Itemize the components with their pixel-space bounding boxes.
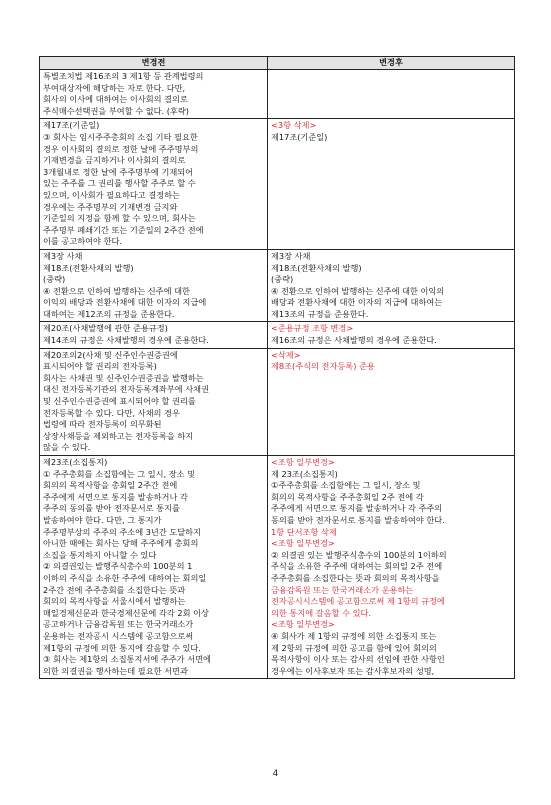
before-cell	[40, 456, 268, 679]
text-line: 경우 이사회의 결의로 정한 날에 주주명부의	[43, 143, 199, 154]
text-line: ①주주총회를 소집함에는 그 일시, 장소 및	[271, 480, 421, 491]
text-line: 주식매수선택권을 부여할 수 없다. (후략)	[43, 105, 189, 116]
text-line: 회사의 이사에 대하여는 이사회의 결의로	[43, 94, 188, 105]
text-line: 제 2항의 규정에 의한 공고를 함에 있어 회의의	[271, 642, 437, 653]
before-cell	[40, 348, 268, 455]
text-line: 부여대상자에 해당하는 자로 한다. 다만,	[43, 82, 186, 93]
text-line: ① 주주총회를 소집함에는 그 일시, 장소 및	[43, 468, 196, 479]
text-line: 않을 수 있다.	[43, 442, 91, 453]
text-line: 기준일의 지정을 함께 할 수 있으며, 회사는	[43, 213, 196, 224]
text-line: 회사는 사채권 및 신주인수권증권을 발행하는	[43, 372, 204, 383]
article-title: 제20조의2(사채 및 신주인수권증권에	[43, 349, 178, 360]
text-line: 3개월내로 정한 날에 주주명부에 기재되어	[43, 166, 194, 177]
article-title: 제17조(기준일)	[43, 120, 100, 131]
text-line: 법령에 따라 전자등록이 의무화된	[43, 419, 162, 430]
table-row	[40, 70, 515, 119]
chapter-title: 제3장 사채	[271, 250, 311, 261]
table-header-row	[40, 57, 515, 70]
after-cell	[268, 70, 515, 119]
before-cell	[40, 70, 268, 119]
text-line: (중략)	[43, 274, 66, 285]
text-line: 회의의 목적사항을 총회일 2주간 전에	[43, 480, 178, 491]
change-note: <삭제>	[271, 349, 301, 360]
header-after: 변경후	[268, 57, 515, 70]
text-line: 매일경제신문과 한국경제신문에 각각 2회 이상	[43, 607, 209, 618]
text-line: ④ 전환으로 인하여 발행하는 신주에 대한 이익의	[271, 285, 445, 296]
text-line: 주주총회를 소집한다는 뜻과 회의의 목적사항을	[271, 572, 440, 583]
text-line: 회의의 목적사항을 주주총회일 2주 전에 각	[271, 491, 424, 502]
text-line: 상장사채등을 제외하고는 전자등록을 하지	[43, 430, 194, 441]
text-line: 대하여는 제12조의 규정을 준용한다.	[43, 308, 175, 319]
change-note: <조항 일부변경>	[271, 619, 335, 630]
table-row	[40, 119, 515, 250]
text-line: 배당과 전환사채에 대한 이자의 지급에 대하여는	[271, 297, 443, 308]
text-line: (중략)	[271, 274, 294, 285]
text-line: 있는 주주를 그 권리를 행사할 주주로 할 수	[43, 178, 196, 189]
changed-text: 의한 통지에 갈음할 수 있다.	[271, 607, 372, 618]
text-line: 동의를 받아 전자문서로 통지를 발송하여야 한다.	[271, 514, 445, 525]
text-line: 제14조의 규정은 사채발행의 경우에 준용한다.	[43, 335, 209, 346]
changed-text: 전자공시시스템에 공고함으로써 제 1항의 규정에	[271, 596, 445, 607]
article-title: 제18조(전환사채의 발행)	[271, 262, 362, 273]
after-cell	[268, 119, 515, 250]
text-line: 주주에게 서면으로 통지를 발송하거나 각	[43, 491, 188, 502]
after-cell	[268, 322, 515, 348]
article-title: 제20조(사채발행에 관한 준용규정)	[43, 323, 168, 334]
text-line: 공고하거나 금융감독원 또는 한국거래소가	[43, 619, 194, 630]
chapter-title: 제3장 사채	[43, 250, 83, 261]
text-line: 경우에는 이사후보자 또는 감사후보자의 성명,	[271, 665, 435, 676]
comparison-table	[39, 56, 515, 679]
text-line: ③ 회사는 임시주주총회의 소집 기타 필요한	[43, 131, 198, 142]
text-line: 제1항의 규정에 의한 통지에 갈음할 수 있다.	[43, 642, 201, 653]
table-row	[40, 322, 515, 348]
text-line: 전자등록할 수 있다. 다만, 사채의 경우	[43, 407, 180, 418]
text-line: ③ 회사는 제1항의 소집통지서에 주주가 서면에	[43, 654, 211, 665]
text-line: 주주에게 서면으로 통지를 발송하거나 각 주주의	[271, 503, 443, 514]
after-cell	[268, 348, 515, 455]
before-cell	[40, 322, 268, 348]
text-line: 주주의 동의를 받아 전자문서로 통지를	[43, 503, 180, 514]
text-line: 특별조치법 제16조의 3 제1항 등 관계법령의	[43, 71, 204, 81]
text-line: 대신 전자등록기관의 전자등록계좌부에 사채권	[43, 384, 209, 395]
text-line: ② 의결권있는 발행주식총수의 100분의 1	[43, 561, 193, 572]
text-line: 기재변경을 금지하거나 이사회의 결의로	[43, 155, 186, 166]
article-title: 표시되어야 할 권리의 전자등록)	[43, 361, 157, 372]
text-line: 제13조의 규정을 준용한다.	[271, 308, 369, 319]
amendment-comparison-sheet	[39, 56, 514, 679]
text-line: 소집을 통지하지 아니할 수 있다	[43, 549, 157, 560]
text-line: ④ 회사가 제 1항의 규정에 의한 소집통지 또는	[271, 630, 437, 641]
text-line: 이를 공고하여야 한다.	[43, 236, 122, 247]
table-row	[40, 249, 515, 322]
article-title: 제 23조(소집통지)	[271, 468, 338, 479]
changed-text: 금융감독원 또는 한국거래소가 운용하는	[271, 584, 414, 595]
text-line: 회의의 목적사항을 서울시에서 발행하는	[43, 596, 186, 607]
text-line: 아니한 때에는 회사는 당해 주주에게 총회의	[43, 538, 199, 549]
change-note: <준용규정 조항 변경>	[271, 323, 354, 334]
before-cell	[40, 119, 268, 250]
table-row	[40, 456, 515, 679]
text-line: 및 신주인수권증권에 표시되어야 할 권리를	[43, 396, 196, 407]
text-line: 2주간 전에 주주총회를 소집한다는 뜻과	[43, 584, 186, 595]
text-line: 운용하는 전자공시 시스템에 공고함으로써	[43, 630, 194, 641]
text-line: 주주명부 폐쇄기간 또는 기준일의 2주간 전에	[43, 224, 204, 235]
text-line: 주주명부상의 주주의 주소에 3년간 도달하지	[43, 526, 201, 537]
header-before: 변경전	[40, 57, 268, 70]
change-note: <조항 일부변경>	[271, 457, 335, 467]
table-row	[40, 348, 515, 455]
text-line: 이익의 배당과 전환사채에 대한 이자의 지급에	[43, 297, 207, 308]
text-line: 주식을 소유한 주주에 대하여는 회의일 2주 전에	[271, 561, 443, 572]
before-cell	[40, 249, 268, 322]
text-line: 경우에는 주주명부의 기재변경 금지와	[43, 201, 178, 212]
change-note: <조항 일부변경>	[271, 538, 335, 549]
article-title: 제17조(기준일)	[271, 131, 328, 142]
text-line: 있으며, 이사회가 필요하다고 결정하는	[43, 189, 180, 200]
text-line: 의한 의결권을 행사하는데 필요한 서면과	[43, 665, 188, 676]
article-title: 제18조(전환사채의 발행)	[43, 262, 134, 273]
after-cell	[268, 456, 515, 679]
text-line: 발송하여야 한다. 다만, 그 통지가	[43, 514, 162, 525]
change-note: <3항 삭제>	[271, 120, 317, 131]
text-line: 목적사항이 이사 또는 감사의 선임에 관한 사항인	[271, 654, 445, 665]
change-note: 제8조(주식의 전자등록) 준용	[271, 361, 375, 372]
text-line: 이하의 주식을 소유한 주주에 대하여는 회의일	[43, 572, 207, 583]
page-number: 4	[272, 769, 279, 779]
change-note: 1항 단서조항 삭제	[271, 526, 337, 537]
text-line: 제16조의 규정은 사채발행의 경우에 준용한다.	[271, 335, 437, 346]
after-cell	[268, 249, 515, 322]
article-title: 제23조(소집통지)	[43, 457, 108, 467]
text-line: ④ 전환으로 인하여 발행하는 신주에 대한	[43, 285, 190, 296]
text-line: ② 의결권 있는 발행주식총수의 100분의 1이하의	[271, 549, 447, 560]
